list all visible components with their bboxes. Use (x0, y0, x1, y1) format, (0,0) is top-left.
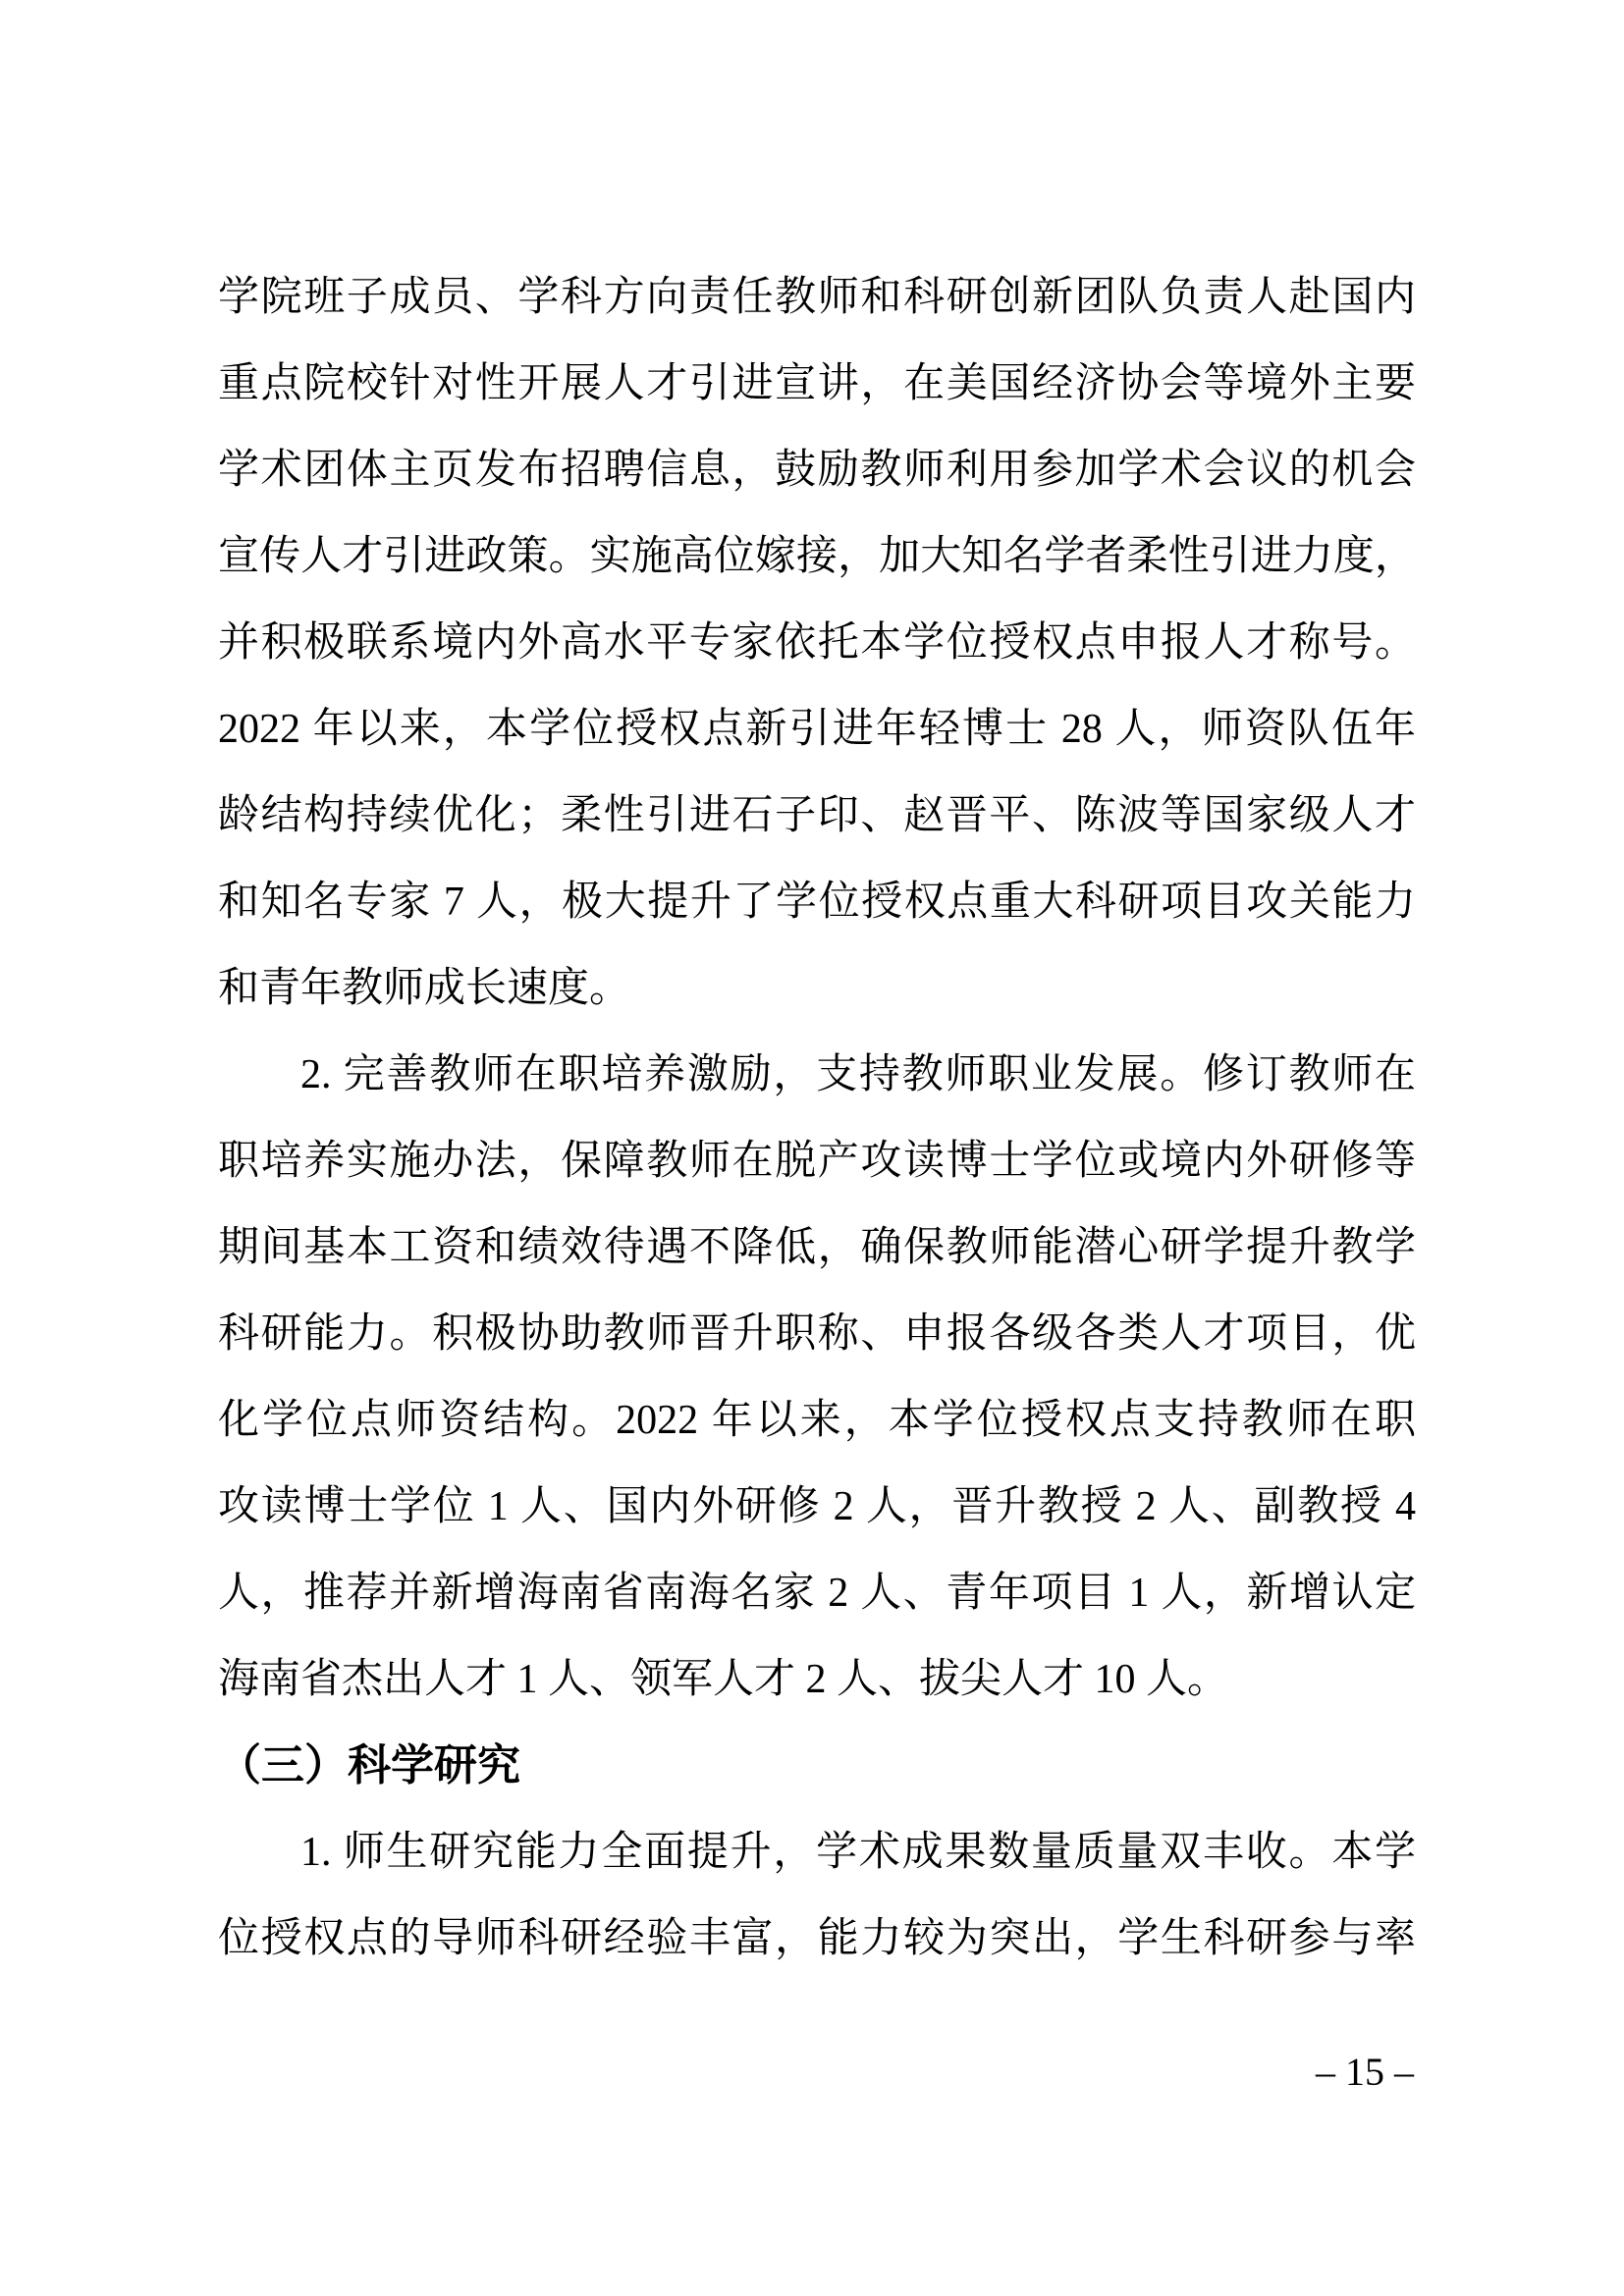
text-line: 2. 完善教师在职培养激励，支持教师职业发展。修订教师在 (300, 1052, 1416, 1097)
text-line: 并积极联系境内外高水平专家依托本学位授权点申报人才称号。 (218, 620, 1416, 666)
text-line: 位授权点的导师科研经验丰富，能力较为突出，学生科研参与率 (218, 1916, 1416, 1961)
text-line: 和青年教师成长速度。 (218, 966, 631, 1011)
text-line: 海南省杰出人才 1 人、领军人才 2 人、拔尖人才 10 人。 (218, 1657, 1229, 1702)
text-line: 学术团体主页发布招聘信息，鼓励教师利用参加学术会议的机会 (218, 448, 1416, 493)
text-line: 学院班子成员、学科方向责任教师和科研创新团队负责人赴国内 (218, 275, 1416, 320)
text-line: 和知名专家 7 人，极大提升了学位授权点重大科研项目攻关能力 (218, 880, 1416, 925)
text-line: 1. 师生研究能力全面提升，学术成果数量质量双丰收。本学 (300, 1830, 1416, 1875)
section-heading: （三）科学研究 (218, 1741, 520, 1789)
text-line: 科研能力。积极协助教师晋升职称、申报各级各类人才项目，优 (218, 1311, 1416, 1357)
text-line: 2022 年以来，本学位授权点新引进年轻博士 28 人，师资队伍年 (218, 707, 1416, 752)
text-line: 攻读博士学位 1 人、国内外研修 2 人，晋升教授 2 人、副教授 4 (218, 1484, 1416, 1529)
page-number: – 15 – (1316, 2050, 1414, 2094)
document-body (218, 254, 1416, 1982)
text-line: 人，推荐并新增海南省南海名家 2 人、青年项目 1 人，新增认定 (218, 1571, 1416, 1616)
text-line: 宣传人才引进政策。实施高位嫁接，加大知名学者柔性引进力度， (218, 534, 1416, 579)
text-line: 化学位点师资结构。2022 年以来，本学位授权点支持教师在职 (218, 1398, 1416, 1443)
text-line: 重点院校针对性开展人才引进宣讲，在美国经济协会等境外主要 (218, 361, 1416, 406)
text-line: 龄结构持续优化；柔性引进石子印、赵晋平、陈波等国家级人才 (218, 793, 1416, 838)
text-line: 期间基本工资和绩效待遇不降低，确保教师能潜心研学提升教学 (218, 1225, 1416, 1270)
text-line: 职培养实施办法，保障教师在脱产攻读博士学位或境内外研修等 (218, 1139, 1416, 1184)
